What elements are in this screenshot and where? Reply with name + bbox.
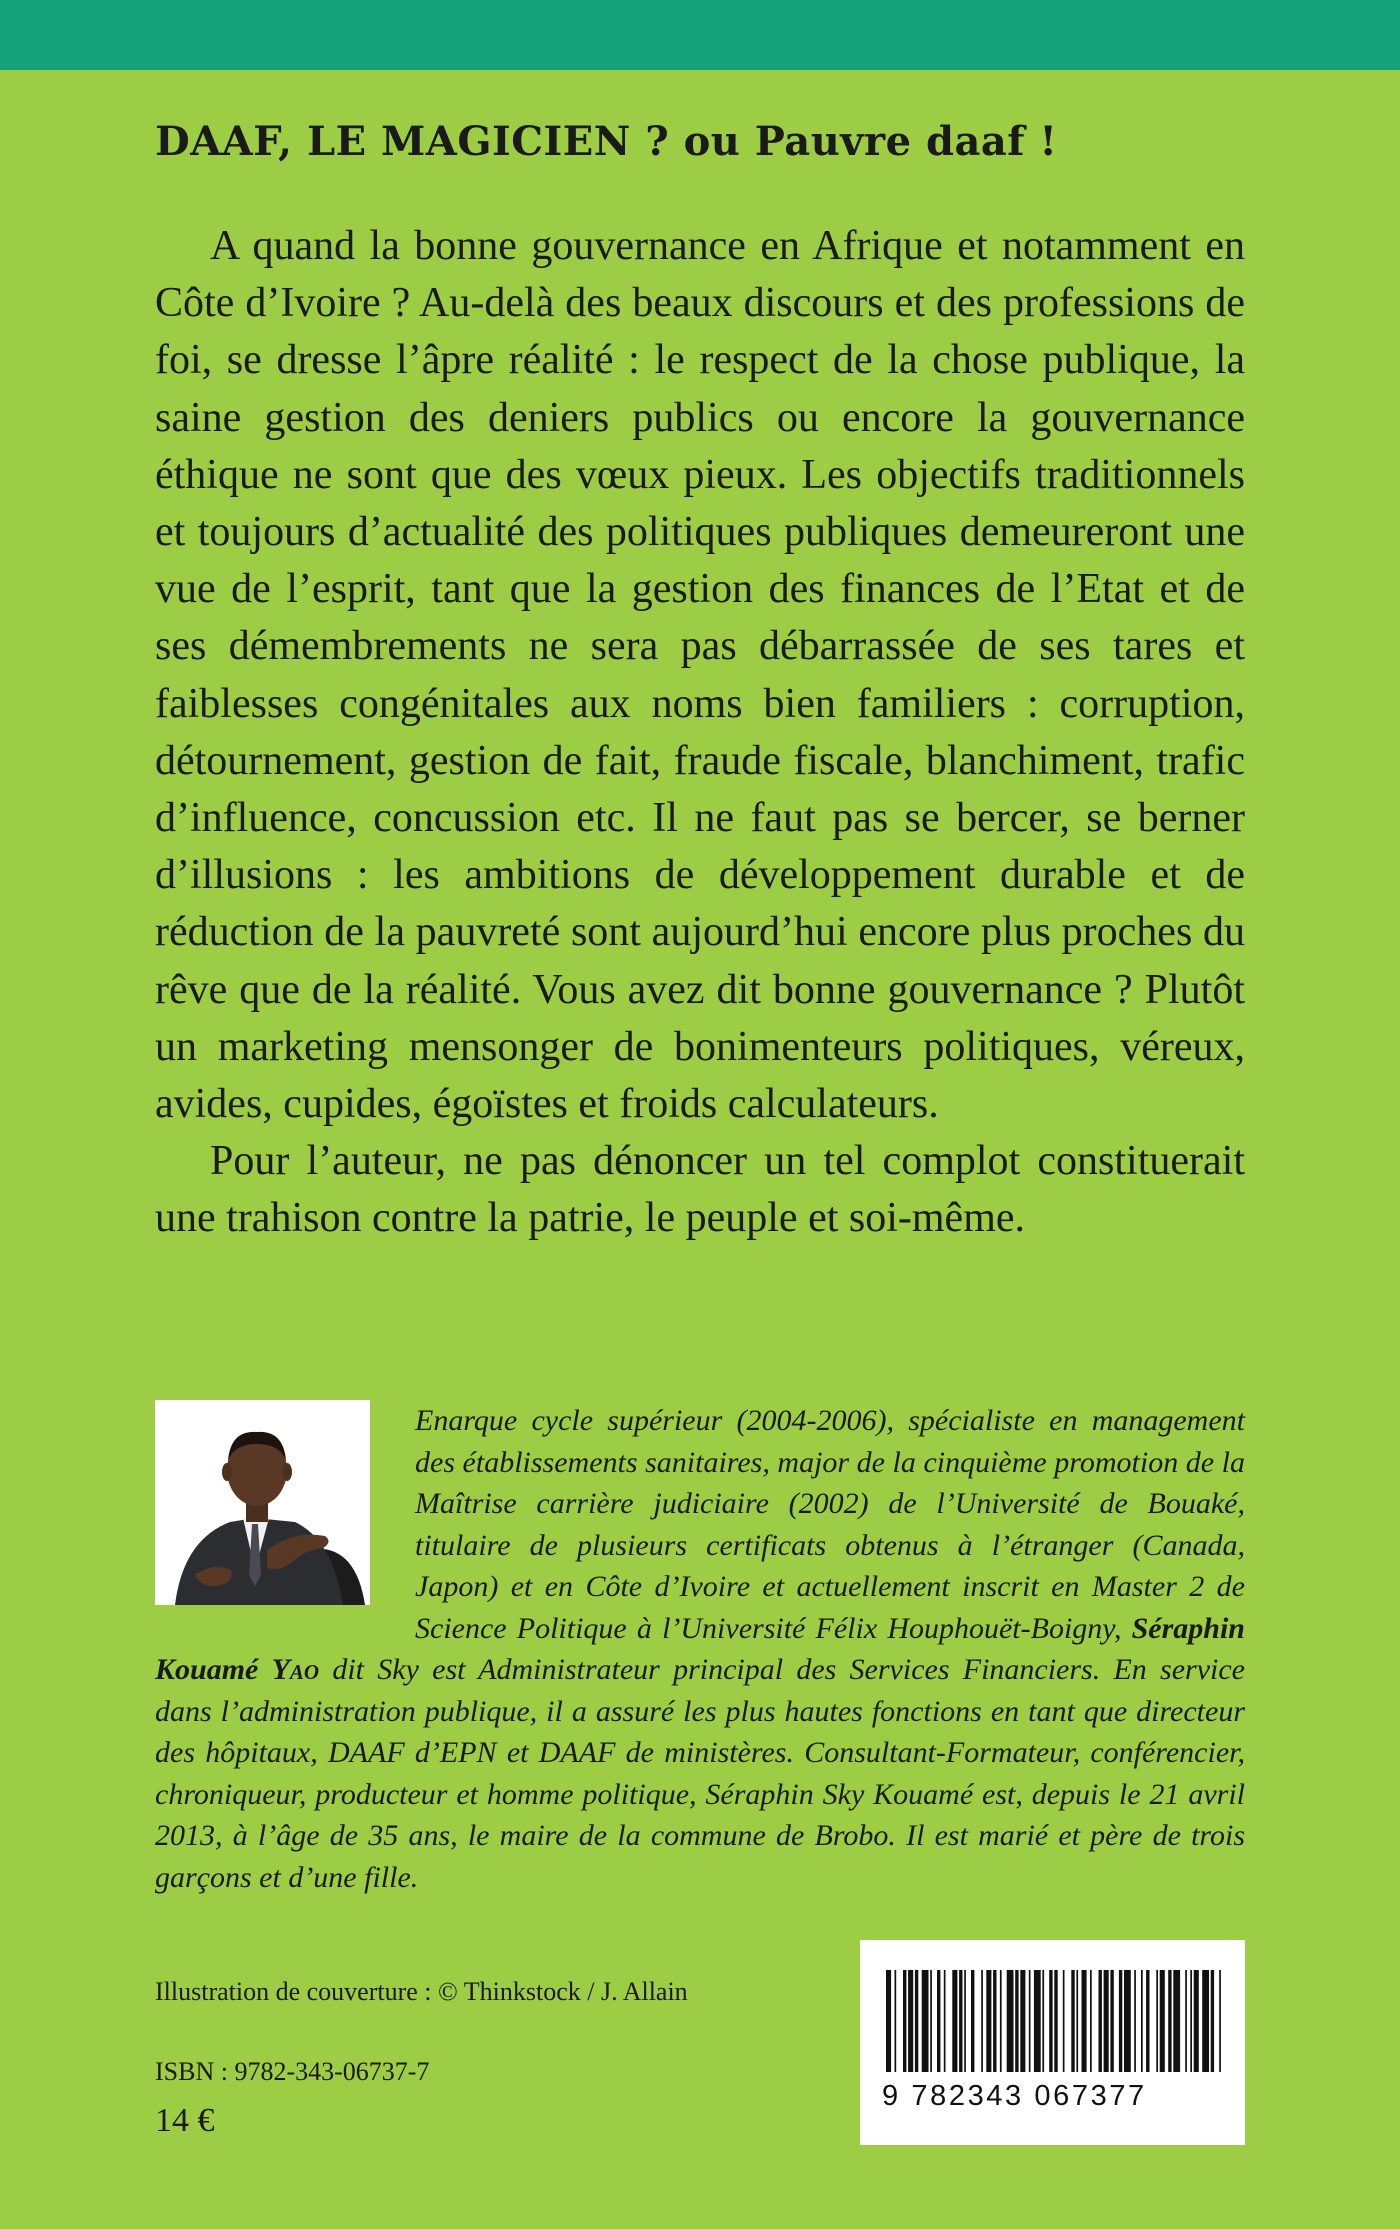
barcode-bar [1029, 1970, 1031, 2072]
barcode-bar [944, 1970, 946, 2072]
barcode-bar [981, 1970, 983, 2072]
barcode-bar [903, 1970, 906, 2072]
barcode-bar [1020, 1970, 1025, 2072]
barcode-bar [1141, 1970, 1143, 2072]
author-first-name: Séraphin Kouamé [155, 1611, 1245, 1686]
barcode-bar [1104, 1970, 1109, 2072]
author-photo [155, 1400, 370, 1605]
barcode-bar [1173, 1970, 1180, 2072]
barcode-bar [1090, 1970, 1092, 2072]
barcode-bar [1160, 1970, 1165, 2072]
barcode-bar [1063, 1970, 1065, 2072]
book-title: DAAF, LE MAGICIEN ? ou Pauvre daaf ! [155, 118, 1058, 165]
barcode-bar [1076, 1970, 1078, 2072]
barcode-bar [1156, 1970, 1158, 2072]
isbn: ISBN : 9782-343-06737-7 [155, 2057, 430, 2086]
barcode [860, 1940, 1245, 2145]
barcode-bar [922, 1970, 929, 2072]
barcode-bar [886, 1970, 891, 2072]
bio-text-before: Enarque cycle supérieur (2004-2006), spécialiste en management des établissements sanitaires, major de la cinquième promotion de la Maîtrise carrière judiciaire (2002) de l’Université de Bouaké, titulaire de plusieurs certificats obtenus à l’étranger (Canada, Japon) et en Côte d’Ivoire et actuellement inscrit en Master 2 de Science Politique à l’Université Félix Houphouët-Boigny, [415, 1404, 1245, 1645]
barcode-bar [1146, 1970, 1149, 2072]
barcode-bar [1185, 1970, 1187, 2072]
barcode-bar [1007, 1970, 1014, 2072]
barcode-bar [986, 1970, 991, 2072]
barcode-bar [971, 1970, 974, 2072]
barcode-bar [1190, 1970, 1192, 2072]
barcode-bar [1119, 1970, 1122, 2072]
barcode-number: 9 782343 067377 [882, 2080, 1147, 2112]
bio-text-after: dit Sky est Administrateur principal des Services Financiers. En service dans l’administration publique, il a assuré les plus hautes fonctions en tant que directeur des hôpitaux, DAAF d’EPN et DAAF de ministères. Consultant-Formateur, conférencier, chroniqueur, producteur et homme politique, Séraphin Sky Kouamé est, depuis le 21 avril 2013, à l’âge de 35 ans, le maire de la commune de Brobo. Il est marié et père de trois garçons et d’une fille. [155, 1653, 1245, 1894]
barcode-bar [964, 1970, 966, 2072]
barcode-bar [952, 1970, 957, 2072]
barcode-bar [1034, 1970, 1041, 2072]
barcode-bar [1015, 1970, 1018, 2072]
barcode-bar [1042, 1970, 1044, 2072]
barcode-bar [908, 1970, 913, 2072]
price: 14 € [155, 2102, 215, 2139]
summary-paragraph-1: A quand la bonne gouvernance en Afrique et notamment en Côte d’Ivoire ? Au-delà des beaux discours et des professions de foi, se dresse l’âpre réalité : le respect de la chose publique, la saine gestion des deniers publics ou encore la gouvernance éthique ne sont que des vœux pieux. Les objectifs traditionnels et toujours d’actualité des politiques publiques demeureront une vue de l’esprit, tant que la gestion des finances de l’Etat et de ses démembrements ne sera pas débarrassée de ses tares et faiblesses congénitales aux noms bien familiers : corruption, détournement, gestion de fait, fraude fiscale, blanchiment, trafic d’influence, concussion etc. Il ne faut pas se bercer, se berner d’illusions : les ambitions de développement durable et de réduction de la pauvreté sont aujourd’hui encore plus proches du rêve que de la réalité. Vous avez dit bonne gouvernance ? Plutôt un marketing mensonger de bonimenteurs politiques, véreux, avides, cupides, égoïstes et froids calculateurs. [155, 223, 1245, 1128]
barcode-bar [1082, 1970, 1087, 2072]
barcode-bar [1202, 1970, 1209, 2072]
top-color-band [0, 0, 1400, 70]
barcode-bar [1168, 1970, 1171, 2072]
barcode-bar [937, 1970, 940, 2072]
barcode-bar [1110, 1970, 1113, 2072]
barcode-bar [1099, 1970, 1102, 2072]
barcode-bar [1124, 1970, 1131, 2072]
barcode-bar [1134, 1970, 1136, 2072]
barcode-bar [959, 1970, 962, 2072]
barcode-bars-icon [884, 1970, 1224, 2072]
barcode-bar [1000, 1970, 1002, 2072]
summary-text [155, 218, 1245, 1248]
barcode-bar [930, 1970, 932, 2072]
author-portrait-illustration [155, 1400, 370, 1605]
cover-illustration-credit: Illustration de couverture : © Thinkstock / J. Allain [155, 1977, 688, 2006]
barcode-bar [915, 1970, 918, 2072]
barcode-bar [993, 1970, 996, 2072]
barcode-bar [1194, 1970, 1199, 2072]
barcode-bar [1071, 1970, 1074, 2072]
barcode-bar [1054, 1970, 1057, 2072]
barcode-bar [1211, 1970, 1214, 2072]
barcode-bar [895, 1970, 897, 2072]
author-last-name: Yao [271, 1653, 320, 1686]
barcode-bar [1219, 1970, 1221, 2072]
summary-paragraph-2: Pour l’auteur, ne pas dénoncer un tel complot constituerait une trahison contre la patrie, le peuple et soi-même. [155, 1138, 1245, 1242]
barcode-bar [1049, 1970, 1052, 2072]
